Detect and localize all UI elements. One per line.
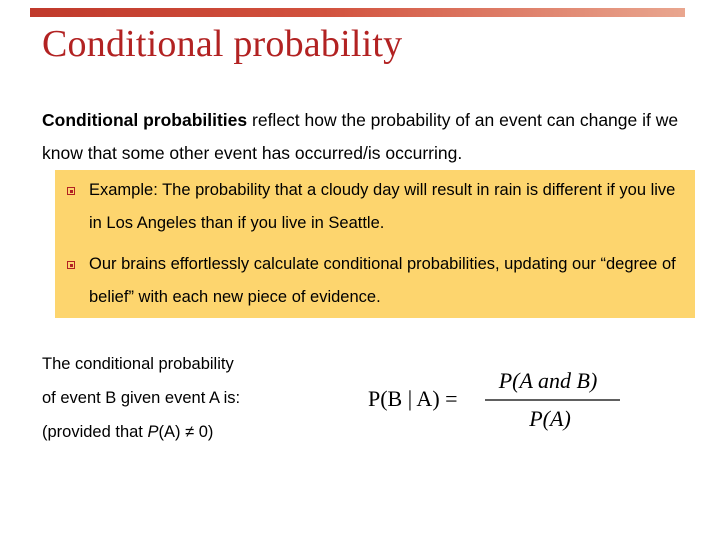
- title-accent-bar: [30, 8, 685, 17]
- definition-condition: [42, 415, 240, 449]
- intro-bold-term: Conditional probabilities: [42, 110, 248, 130]
- square-bullet-icon: [67, 187, 75, 195]
- intro-text: reflect how the probability of an event can change if we know that some other event has occurred/is occurring.: [42, 110, 679, 163]
- condition-suffix: (A) ≠ 0): [158, 423, 214, 441]
- intro-paragraph: [42, 104, 692, 170]
- square-bullet-icon: [67, 261, 75, 269]
- formula-lhs: P(B | A) =: [368, 386, 458, 411]
- definition-text: [42, 347, 240, 449]
- slide-title: Conditional probability: [42, 23, 403, 65]
- condition-prefix: (provided that: [42, 423, 148, 441]
- bullet-text: Our brains effortlessly calculate conditional probabilities, updating our “degree of belief” with each new piece of evidence.: [89, 255, 676, 306]
- definition-line: of event B given event A is:: [42, 389, 241, 407]
- formula-numerator: P(A and B): [498, 368, 598, 393]
- bullet-text: Example: The probability that a cloudy day will result in rain is different if you live in Los Angeles than if you live in Seattle.: [89, 181, 676, 232]
- bullet-item: [67, 248, 677, 314]
- highlight-box: [55, 170, 695, 318]
- conditional-probability-formula: [360, 362, 640, 442]
- formula-denominator: P(A): [529, 406, 571, 431]
- condition-italic-p: P: [147, 423, 159, 441]
- bullet-item: [67, 174, 677, 240]
- definition-line: The conditional probability: [42, 355, 234, 373]
